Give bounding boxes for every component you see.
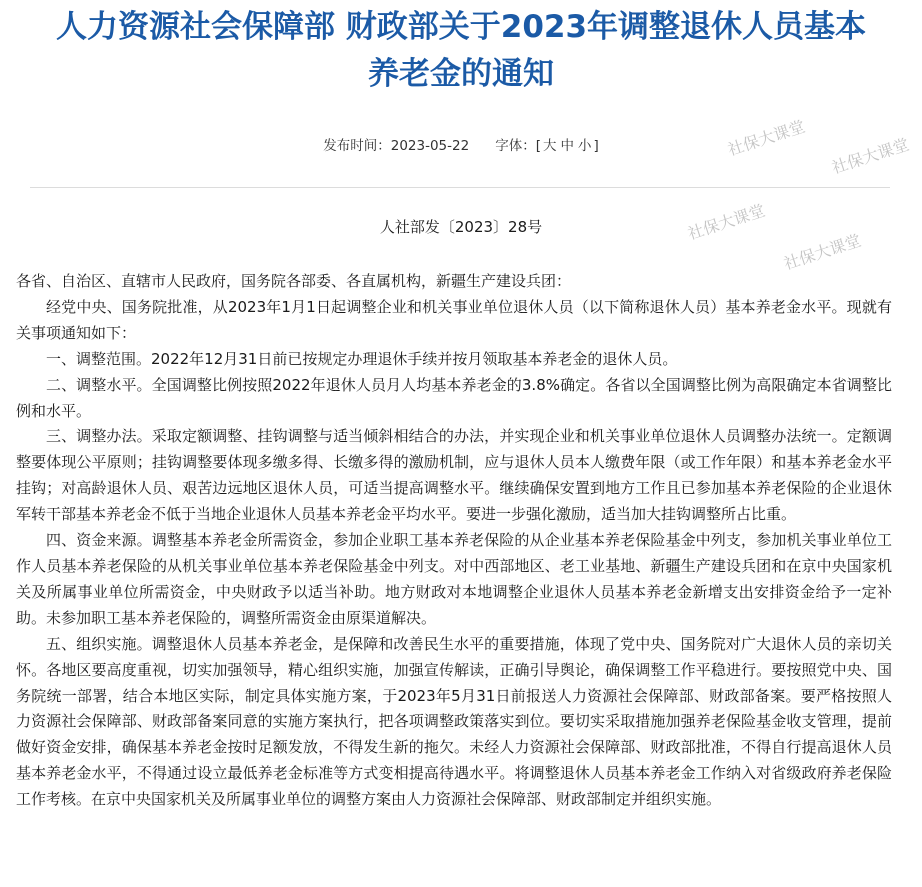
title-line-2: 养老金的通知 — [368, 56, 554, 92]
article-body — [16, 269, 892, 813]
watermark-3: 社保大课堂 — [685, 200, 768, 244]
font-bracket-close: ] — [593, 138, 599, 154]
watermark-4: 社保大课堂 — [781, 230, 864, 274]
font-medium-link[interactable]: 中 — [560, 138, 574, 154]
paragraph-level: 二、调整水平。全国调整比例按照2022年退休人员月人均基本养老金的3.8%确定。各省以全国调整比例为高限确定本省调整比例和水平。 — [16, 375, 892, 420]
page-title — [0, 4, 922, 98]
header-divider — [30, 187, 890, 188]
title-line-1: 人力资源社会保障部 财政部关于2023年调整退休人员基本 — [55, 9, 867, 45]
font-size-control — [536, 138, 599, 154]
paragraph-scope: 一、调整范围。2022年12月31日前已按规定办理退休手续并按月领取基本养老金的退休人员。 — [46, 349, 678, 368]
article-meta — [0, 136, 922, 156]
font-size-label: 字体： — [495, 138, 536, 154]
publish-label: 发布时间： — [323, 138, 391, 154]
font-small-link[interactable]: 小 — [577, 138, 592, 154]
paragraph-funding: 四、资金来源。调整基本养老金所需资金，参加企业职工基本养老保险的从企业基本养老保险基金中列支，参加机关事业单位工作人员基本养老保险的从机关事业单位基本养老保险基金中列支。对中西部地区、老工业基地、新疆生产建设兵团和在京中央国家机关及所属事业单位所需资金，中央财政予以适当补助。地方财政对本地调整企业退休人员基本养老金新增支出安排资金给予一定补助。未参加职工基本养老保险的，调整所需资金由原渠道解决。 — [16, 531, 892, 627]
paragraph-salutation: 各省、自治区、直辖市人民政府，国务院各部委、各直属机构，新疆生产建设兵团： — [16, 272, 572, 290]
paragraph-implementation: 五、组织实施。调整退休人员基本养老金，是保障和改善民生水平的重要措施，体现了党中央、国务院对广大退休人员的亲切关怀。各地区要高度重视，切实加强领导，精心组织实施，加强宣传解读，正确引导舆论，确保调整工作平稳进行。要按照党中央、国务院统一部署，结合本地区实际，制定具体实施方案，于2023年5月31日前报送人力资源社会保障部、财政部备案。要严格按照人力资源社会保障部、财政部备案同意的实施方案执行，把各项调整政策落实到位。要切实采取措施加强养老保险基金收支管理，提前做好资金安排，确保基本养老金按时足额发放，不得发生新的拖欠。未经人力资源社会保障部、财政部批准，不得自行提高退休人员基本养老金水平，不得通过设立最低养老金标准等方式变相提高待遇水平。将调整退休人员基本养老金工作纳入对省级政府养老保险工作考核。在京中央国家机关及所属事业单位的调整方案由人力资源社会保障部、财政部制定并组织实施。 — [16, 634, 892, 809]
paragraph-intro: 经党中央、国务院批准，从2023年1月1日起调整企业和机关事业单位退休人员（以下简称退休人员）基本养老金水平。现就有关事项通知如下： — [16, 297, 892, 342]
publish-date: 2023-05-22 — [390, 138, 470, 154]
watermark-1: 社保大课堂 — [725, 116, 808, 160]
watermark-2: 社保大课堂 — [829, 134, 912, 178]
paragraph-method: 三、调整办法。采取定额调整、挂钩调整与适当倾斜相结合的办法，并实现企业和机关事业单位退休人员调整办法统一。定额调整要体现公平原则；挂钩调整要体现多缴多得、长缴多得的激励机制，应与退休人员本人缴费年限（或工作年限）和基本养老金水平挂钩；对高龄退休人员、艰苦边远地区退休人员，可适当提高调整水平。继续确保安置到地方工作且已参加基本养老保险的企业退休军转干部基本养老金不低于当地企业退休人员基本养老金平均水平。要进一步强化激励，适当加大挂钩调整所占比重。 — [16, 427, 892, 524]
font-bracket-open: [ — [535, 138, 541, 154]
document-number: 人社部发〔2023〕28号 — [379, 218, 543, 236]
font-large-link[interactable]: 大 — [542, 138, 557, 154]
